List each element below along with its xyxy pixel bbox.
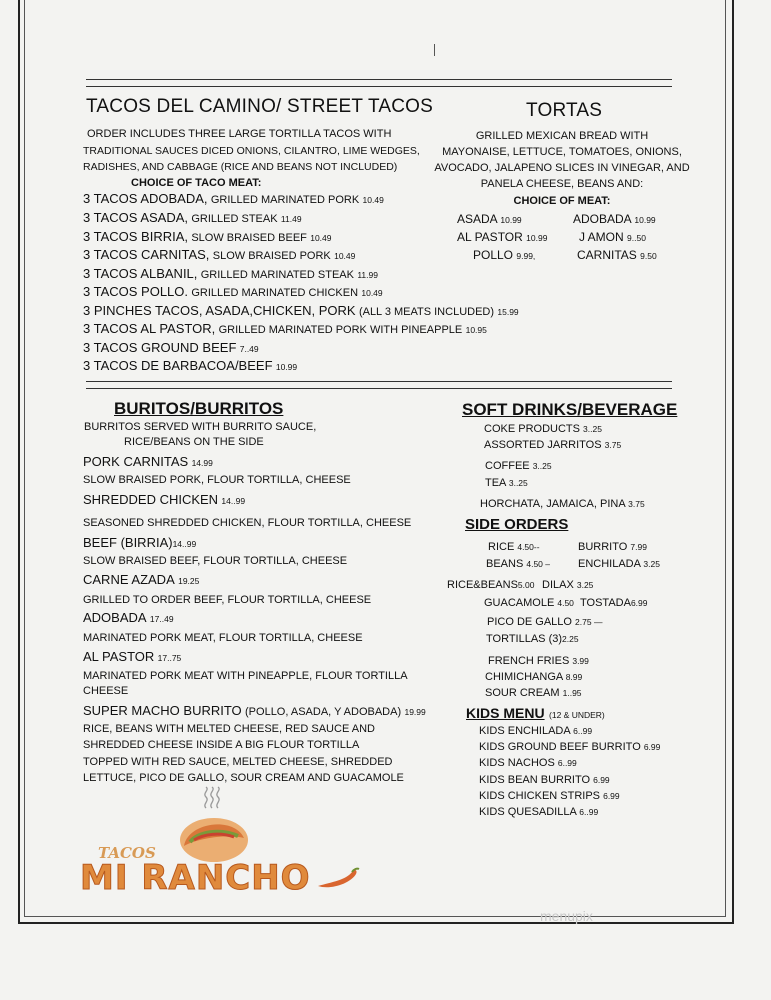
kids-item-price: 6.99	[603, 791, 620, 801]
side-item: TOSTADA6.99	[580, 597, 648, 609]
burrito-item-name: SUPER MACHO BURRITO (POLLO, ASADA, Y ADOBADA) 19.99	[83, 703, 426, 718]
torta-item: J AMON 9..50	[579, 230, 646, 244]
top-tick-mark	[434, 44, 435, 56]
taco-item-price: 10.49	[362, 195, 384, 205]
burrito-item-name: AL PASTOR 17..75	[83, 649, 182, 664]
steam-icon	[200, 786, 224, 810]
burrito-item-desc: LETTUCE, PICO DE GALLO, SOUR CREAM AND GUACAMOLE	[83, 772, 404, 784]
burrito-item-desc: TOPPED WITH RED SAUCE, MELTED CHEESE, SHREDDED	[83, 756, 393, 768]
side-item: TORTILLAS (3)2.25	[486, 633, 579, 645]
taco-item-price: 11.49	[280, 214, 302, 224]
logo-main-text: MI RANCHO	[80, 858, 311, 898]
divider-top	[86, 79, 672, 87]
kids-item	[479, 774, 610, 786]
side-item: DILAX 3.25	[542, 579, 594, 591]
burrito-item-desc: MARINATED PORK MEAT, FLOUR TORTILLA, CHEESE	[83, 632, 363, 644]
burrito-item-name: PORK CARNITAS 14.99	[83, 454, 213, 469]
kids-item	[479, 741, 660, 753]
taco-item	[83, 303, 519, 318]
burrito-item-desc: RICE, BEANS WITH MELTED CHEESE, RED SAUCE AND	[83, 723, 375, 735]
taco-item	[83, 266, 378, 281]
taco-item-price: 11.99	[357, 270, 378, 280]
taco-item-price: 10.95	[465, 325, 487, 335]
tortas-desc-line: PANELA CHEESE, BEANS AND:	[480, 178, 644, 190]
kids-item	[479, 757, 577, 769]
side-item: CHIMICHANGA 8.99	[485, 671, 583, 683]
torta-item: ADOBADA 10.99	[573, 212, 656, 226]
side-item: FRENCH FRIES 3.99	[488, 655, 589, 667]
taco-item-desc: GRILLED MARINATED CHICKEN	[191, 287, 359, 299]
burrito-item-desc: GRILLED TO ORDER BEEF, FLOUR TORTILLA, CHEESE	[83, 594, 372, 606]
taco-item-name: 3 TACOS ADOBADA,	[83, 191, 208, 206]
kids-item-price: 6.99	[593, 775, 610, 785]
taco-item-name: 3 TACOS ASADA,	[83, 210, 189, 225]
kids-item-price: 6..99	[557, 758, 577, 768]
logo-small-text: TACOS	[98, 844, 156, 862]
taco-item-name: 3 TACOS AL PASTOR,	[83, 321, 216, 336]
kids-age-note: (12 & UNDER)	[549, 710, 605, 720]
side-item: SOUR CREAM 1..95	[485, 687, 582, 699]
side-item: PICO DE GALLO 2.75 —	[487, 616, 603, 628]
tortas-choice-label: CHOICE OF MEAT:	[513, 195, 611, 207]
drink-item: TEA 3..25	[485, 477, 528, 489]
tacos-desc-line: TRADITIONAL SAUCES DICED ONIONS, CILANTRO, LIME WEDGES,	[83, 145, 420, 157]
taco-icon	[176, 808, 252, 864]
taco-item-price: 10.49	[334, 251, 356, 261]
side-item: RICE&BEANS5.00	[447, 579, 535, 591]
side-item: GUACAMOLE 4.50	[484, 597, 574, 609]
tacos-desc-line: ORDER INCLUDES THREE LARGE TORTILLA TACOS WITH	[87, 128, 392, 140]
kids-item-price: 6.99	[643, 742, 661, 752]
taco-item-name: 3 TACOS BIRRIA,	[83, 229, 188, 244]
tortas-desc-line: GRILLED MEXICAN BREAD WITH	[475, 130, 649, 142]
burrito-item-name: SHREDDED CHICKEN 14..99	[83, 492, 246, 507]
burrito-item-desc: MARINATED PORK MEAT WITH PINEAPPLE, FLOUR TORTILLA	[83, 670, 408, 682]
torta-item: POLLO 9.99,	[473, 248, 536, 262]
kids-item	[479, 725, 592, 737]
taco-item-price: 10.49	[361, 288, 383, 298]
drink-item: COKE PRODUCTS 3..25	[484, 423, 602, 435]
kids-item-name: KIDS CHICKEN STRIPS	[479, 790, 601, 802]
kids-item-name: KIDS ENCHILADA	[479, 725, 571, 737]
taco-item-desc: GRILLED MARINATED PORK WITH PINEAPPLE	[218, 324, 463, 336]
kids-item	[479, 806, 598, 818]
taco-item-name: 3 TACOS ALBANIL,	[83, 266, 198, 281]
kids-title-row	[466, 705, 605, 723]
taco-item-price: 10.49	[310, 233, 332, 243]
torta-item: ASADA 10.99	[457, 212, 522, 226]
side-item: ENCHILADA 3.25	[578, 558, 660, 570]
kids-item	[479, 790, 620, 802]
burrito-item-desc: SLOW BRAISED PORK, FLOUR TORTILLA, CHEESE	[83, 474, 351, 486]
burritos-desc-line: RICE/BEANS ON THE SIDE	[124, 436, 264, 448]
burritos-title: BURITOS/BURRITOS	[114, 399, 284, 418]
taco-item-name: 3 TACOS CARNITAS,	[83, 247, 210, 262]
taco-item	[83, 321, 487, 336]
taco-item-name: 3 TACOS DE BARBACOA/BEEF	[83, 358, 273, 373]
watermark: menupix	[540, 908, 593, 924]
taco-item	[83, 284, 383, 299]
chili-pepper-icon	[316, 866, 360, 892]
taco-item	[83, 340, 259, 355]
taco-item-name: 3 TACOS POLLO.	[83, 284, 189, 299]
taco-item-desc: GRILLED MARINATED PORK	[210, 194, 360, 206]
tacos-title: TACOS DEL CAMINO/ STREET TACOS	[86, 96, 433, 117]
tortas-desc-line: AVOCADO, JALAPENO SLICES IN VINEGAR, AND	[434, 162, 690, 174]
side-item: BEANS 4.50 –	[486, 558, 550, 570]
divider-middle	[86, 381, 672, 389]
taco-item-price: 7..49	[239, 344, 259, 354]
taco-item	[83, 229, 332, 244]
drink-item: HORCHATA, JAMAICA, PINA 3.75	[480, 498, 645, 510]
taco-item	[83, 247, 355, 262]
taco-item-name: 3 PINCHES TACOS, ASADA,CHICKEN, PORK	[83, 303, 356, 318]
kids-item-name: KIDS QUESADILLA	[479, 806, 577, 818]
burrito-item-desc: SEASONED SHREDDED CHICKEN, FLOUR TORTILLA, CHEESE	[83, 517, 412, 529]
kids-item-price: 6..99	[579, 807, 599, 817]
tortas-desc-line: MAYONAISE, LETTUCE, TOMATOES, ONIONS,	[442, 146, 682, 158]
kids-item-price: 6..99	[573, 726, 593, 736]
taco-item-price: 15.99	[497, 307, 519, 317]
burrito-item-name: BEEF (BIRRIA)14..99	[83, 535, 197, 550]
burrito-item-desc: SHREDDED CHEESE INSIDE A BIG FLOUR TORTILLA	[83, 739, 360, 751]
drink-item: COFFEE 3..25	[485, 460, 552, 472]
kids-item-name: KIDS GROUND BEEF BURRITO	[479, 741, 641, 753]
torta-item: AL PASTOR 10.99	[457, 230, 548, 244]
sides-title: SIDE ORDERS	[465, 516, 569, 533]
tacos-desc-line: RADISHES, AND CABBAGE (RICE AND BEANS NOT INCLUDED)	[83, 161, 398, 173]
side-item: BURRITO 7.99	[578, 541, 647, 553]
burrito-item-name: CARNE AZADA 19.25	[83, 572, 200, 587]
tortas-title: TORTAS	[526, 100, 603, 121]
taco-item	[83, 210, 302, 225]
taco-item-desc: GRILLED STEAK	[191, 213, 278, 225]
taco-item	[83, 358, 297, 373]
burrito-item-desc: CHEESE	[83, 685, 129, 697]
burrito-item-desc: SLOW BRAISED BEEF, FLOUR TORTILLA, CHEESE	[83, 555, 348, 567]
tacos-choice-label: CHOICE OF TACO MEAT:	[131, 177, 262, 189]
side-item: RICE 4.50--	[488, 541, 540, 553]
taco-item-desc: SLOW BRAISED BEEF	[191, 232, 307, 244]
torta-item: CARNITAS 9.50	[577, 248, 657, 262]
burritos-desc-line: BURRITOS SERVED WITH BURRITO SAUCE,	[84, 421, 317, 433]
kids-item-name: KIDS NACHOS	[479, 757, 555, 769]
kids-item-name: KIDS BEAN BURRITO	[479, 774, 591, 786]
drinks-title: SOFT DRINKS/BEVERAGE	[462, 400, 678, 419]
taco-item	[83, 191, 384, 206]
drink-item: ASSORTED JARRITOS 3.75	[484, 439, 622, 451]
taco-item-desc: (ALL 3 MEATS INCLUDED)	[358, 306, 495, 318]
kids-title: KIDS MENU	[466, 705, 545, 721]
burrito-item-name: ADOBADA 17..49	[83, 610, 174, 625]
taco-item-price: 10.99	[275, 362, 298, 372]
taco-item-desc: SLOW BRAISED PORK	[212, 250, 331, 262]
taco-item-desc: GRILLED MARINATED STEAK	[200, 269, 354, 281]
taco-item-name: 3 TACOS GROUND BEEF	[83, 340, 237, 355]
